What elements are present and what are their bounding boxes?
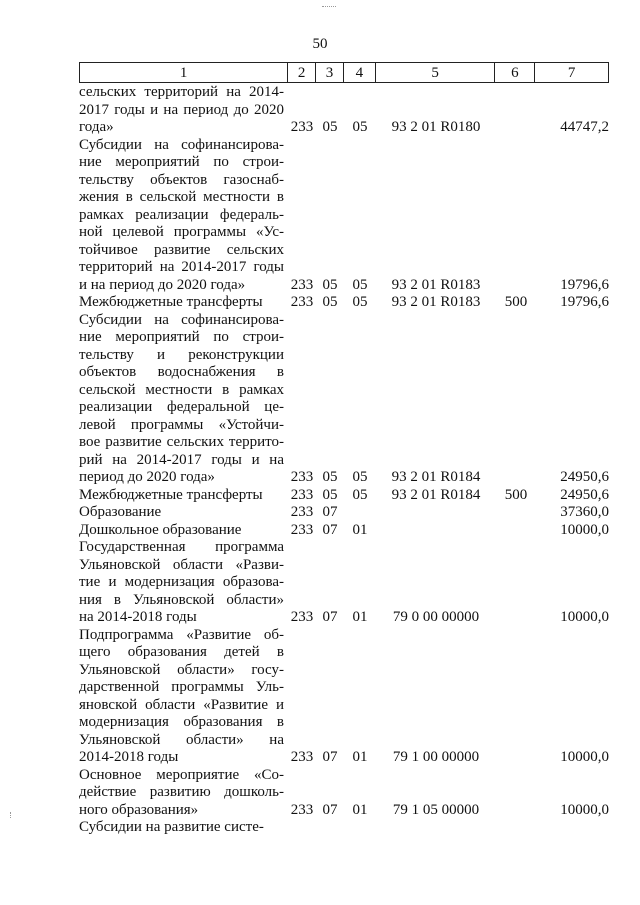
row-name-line: Ульяновской области» госу- (79, 661, 284, 678)
row-target-article: 79 0 00 00000 (392, 609, 480, 625)
scan-artifact-top (322, 6, 336, 7)
row-sum: 37360,0 (560, 504, 609, 520)
row-name (79, 819, 288, 837)
table-row (79, 539, 609, 627)
row-name-line: ние мероприятий по строи- (79, 329, 284, 345)
row-grbs: 233 (290, 276, 314, 293)
row-grbs: 233 (290, 609, 314, 625)
row-name-line: ной целевой программы «Ус- (79, 224, 284, 240)
row-name-line: тие и модернизация образова- (79, 574, 284, 590)
row-subsection: 01 (352, 609, 368, 625)
row-grbs: 233 (290, 119, 314, 135)
row-name-line: Межбюджетные трансферты (79, 486, 263, 503)
row-name-line: Основное мероприятие «Со- (79, 766, 284, 783)
table-row (79, 84, 609, 137)
row-section: 07 (322, 504, 338, 520)
header-col-sum: 7 (567, 65, 576, 81)
row-sum: 19796,6 (560, 276, 609, 293)
row-name-line: ния в Ульяновской области» (79, 591, 284, 608)
row-name-line: года» (79, 119, 114, 135)
row-name-line: ного образования» (79, 801, 199, 818)
row-name-line: Подпрограмма «Развитие об- (79, 626, 284, 643)
row-section: 05 (322, 119, 338, 135)
table-row (79, 819, 609, 837)
row-sum: 10000,0 (560, 609, 609, 625)
row-subsection: 01 (352, 521, 368, 538)
row-name-line: дарственной программы Уль- (79, 679, 284, 695)
table-row (79, 767, 609, 820)
row-sum: 24950,6 (560, 486, 609, 503)
header-col-pr: 4 (344, 63, 376, 82)
row-sum: 24950,6 (560, 469, 609, 485)
row-sum: 10000,0 (560, 801, 609, 818)
row-subsection: 01 (352, 801, 368, 818)
scan-artifact-left (10, 812, 13, 818)
header-col-name: 1 (80, 63, 288, 82)
row-name (79, 522, 288, 540)
table-header (79, 62, 609, 83)
row-target-article: 93 2 01 R0183 (391, 294, 481, 310)
row-subsection: 05 (352, 119, 368, 135)
row-sum: 10000,0 (560, 749, 609, 765)
row-name (79, 137, 288, 295)
row-section: 07 (322, 609, 338, 625)
row-name-line: рамках реализации федераль- (79, 206, 284, 223)
row-sum: 44747,2 (560, 119, 609, 135)
row-sum: 19796,6 (560, 294, 609, 310)
row-target-article: 93 2 01 R0184 (391, 469, 481, 485)
row-name-line: тельству объектов газоснаб- (79, 171, 284, 188)
header-col-grbs: 2 (288, 63, 316, 82)
row-name (79, 767, 288, 820)
row-target-article: 93 2 01 R0184 (391, 486, 481, 503)
row-name-line: щего образования детей в (79, 644, 284, 660)
row-subsection: 01 (352, 749, 368, 765)
table-row (79, 294, 609, 312)
row-name-line: 2014-2018 годы (79, 749, 179, 765)
table-row (79, 137, 609, 295)
row-section: 05 (322, 469, 338, 485)
row-name (79, 84, 288, 137)
row-name-line: Субсидии на развитие систе- (79, 819, 264, 835)
row-section: 07 (322, 749, 338, 765)
table-row (79, 522, 609, 540)
row-grbs: 233 (290, 294, 314, 310)
row-target-article: 93 2 01 R0180 (391, 119, 481, 135)
row-name-line: вое развитие сельских террито- (79, 434, 284, 450)
row-name-line: тойчивое развитие сельских (79, 241, 284, 258)
row-name-line: Ульяновской области» на (79, 731, 284, 748)
row-expense-type: 500 (504, 486, 528, 503)
row-name-line: реализации федеральной це- (79, 399, 284, 415)
table-row (79, 487, 609, 505)
row-name-line: сельской местности в рамках (79, 381, 284, 398)
header-col-vr: 6 (495, 63, 535, 82)
row-grbs: 233 (290, 749, 314, 765)
row-name-line: жения в сельской местности в (79, 189, 284, 205)
table-row (79, 627, 609, 767)
row-subsection: 05 (352, 486, 368, 503)
row-grbs: 233 (290, 801, 314, 818)
header-col-rz: 3 (316, 63, 344, 82)
row-name-line: действие развитию дошколь- (79, 784, 284, 800)
row-name-line: на 2014-2018 годы (79, 609, 197, 625)
row-name-line: тельству и реконструкции (79, 346, 284, 363)
row-section: 07 (322, 801, 338, 818)
row-name-line: яновской области «Развитие и (79, 696, 284, 713)
row-name-line: 2017 годы и на период до 2020 (79, 101, 284, 118)
row-grbs: 233 (290, 521, 314, 538)
row-target-article: 79 1 00 00000 (392, 749, 480, 765)
row-name-line: левой программы «Устойчи- (79, 416, 284, 433)
row-grbs: 233 (290, 486, 314, 503)
row-name (79, 294, 288, 312)
row-name-line: модернизация образования в (79, 714, 284, 730)
header-col-csr: 5 (376, 63, 496, 82)
row-subsection: 05 (352, 276, 368, 293)
row-target-article: 93 2 01 R0183 (391, 276, 481, 293)
table-row (79, 312, 609, 487)
row-name-line: объектов водоснабжения в (79, 364, 284, 380)
row-name-line: период до 2020 года» (79, 469, 215, 485)
row-name-line: Государственная программа (79, 539, 284, 555)
row-name (79, 312, 288, 487)
row-section: 05 (322, 294, 338, 310)
row-subsection: 05 (352, 469, 368, 485)
row-name-line: Межбюджетные трансферты (79, 294, 263, 310)
row-section: 05 (322, 486, 338, 503)
row-name-line: сельских территорий на 2014- (79, 84, 284, 100)
table-row (79, 504, 609, 522)
row-name-line: Субсидии на софинансирова- (79, 136, 284, 153)
row-sum: 10000,0 (560, 521, 609, 538)
row-name-line: и на период до 2020 года» (79, 276, 246, 293)
row-section: 05 (322, 276, 338, 293)
row-name-line: ние мероприятий по строи- (79, 154, 284, 170)
row-name (79, 627, 288, 767)
row-name-line: Образование (79, 504, 162, 520)
row-section: 07 (322, 521, 338, 538)
row-name-line: Субсидии на софинансирова- (79, 311, 284, 328)
page-number: 50 (312, 36, 328, 52)
row-name (79, 539, 288, 627)
row-name (79, 487, 288, 505)
row-subsection: 05 (352, 294, 368, 310)
row-name-line: Ульяновской области «Разви- (79, 556, 284, 573)
row-name-line: территорий на 2014-2017 годы (79, 259, 284, 275)
row-expense-type: 500 (504, 294, 528, 310)
row-name-line: Дошкольное образование (79, 521, 242, 538)
table-body (79, 84, 609, 837)
row-grbs: 233 (290, 469, 314, 485)
row-name-line: рий на 2014-2017 годы и на (79, 451, 284, 468)
row-target-article: 79 1 05 00000 (392, 801, 480, 818)
row-name (79, 504, 288, 522)
row-grbs: 233 (290, 504, 314, 520)
